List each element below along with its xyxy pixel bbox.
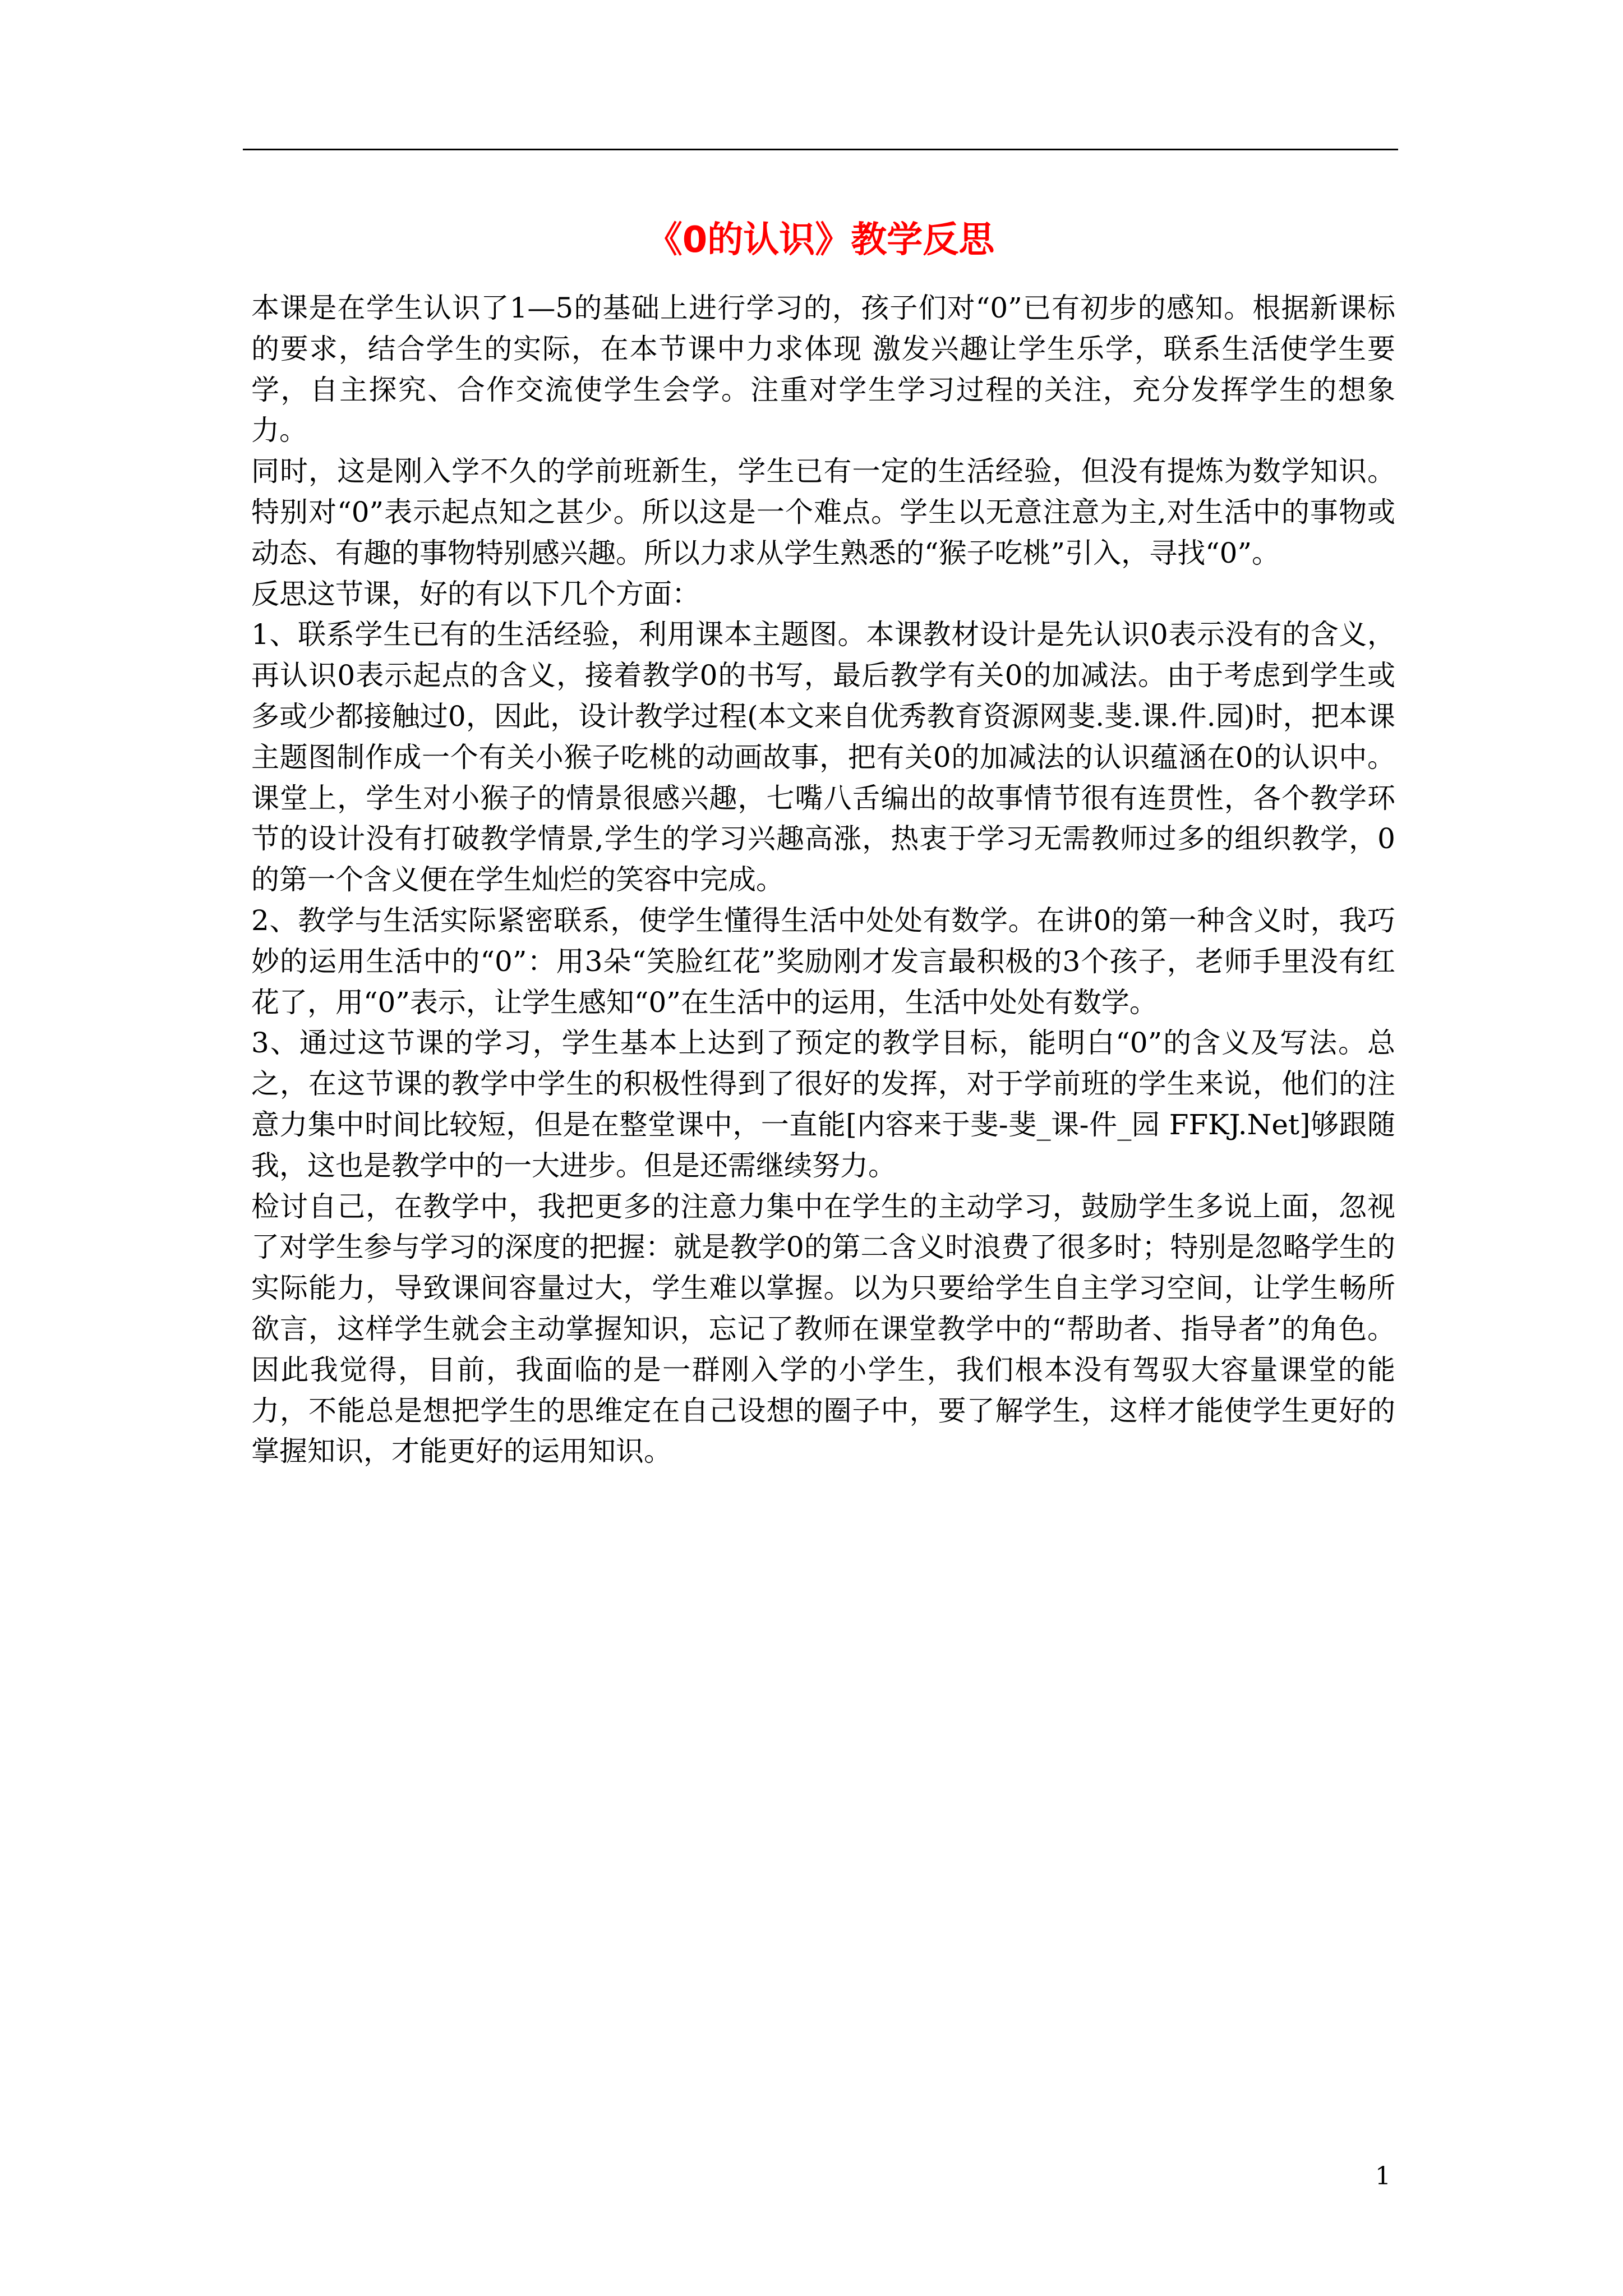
paragraph-difficulty: 同时，这是刚入学不久的学前班新生，学生已有一定的生活经验，但没有提炼为数学知识。特别对“0”表示起点知之甚少。所以这是一个难点。学生以无意注意为主,对生活中的事物或动态、有趣的事物特别感兴趣。所以力求从学生熟悉的“猴子吃桃”引入，寻找“0”。 <box>251 455 1395 569</box>
paragraph-point-1: 1、联系学生已有的生活经验，利用课本主题图。本课教材设计是先认识0表示没有的含义，再认识0表示起点的含义，接着教学0的书写，最后教学有关0的加减法。由于考虑到学生或多或少都接触过0，因此，设计教学过程(本文来自优秀教育资源网斐.斐.课.件.园)时，把本课主题图制作成一个有关小猴子吃桃的动画故事，把有关0的加减法的认识蕴涵在0的认识中。课堂上，学生对小猴子的情景很感兴趣，七嘴八舌编出的故事情节很有连贯性，各个教学环节的设计没有打破教学情景,学生的学习兴趣高涨，热衷于学习无需教师过多的组织教学，0的第一个含义便在学生灿烂的笑容中完成。 <box>251 618 1395 896</box>
page-number: 1 <box>1375 2162 1391 2191</box>
paragraph-point-2: 2、教学与生活实际紧密联系，使学生懂得生活中处处有数学。在讲0的第一种含义时，我巧妙的运用生活中的“0”：用3朵“笑脸红花”奖励刚才发言最积极的3个孩子，老师手里没有红花了，用“0”表示，让学生感知“0”在生活中的运用，生活中处处有数学。 <box>251 904 1395 1019</box>
paragraph-point-3: 3、通过这节课的学习，学生基本上达到了预定的教学目标，能明白“0”的含义及写法。总之，在这节课的教学中学生的积极性得到了很好的发挥，对于学前班的学生来说，他们的注意力集中时间比较短，但是在整堂课中，一直能[内容来于斐-斐_课-件_园 FFKJ.Net]够跟随我，这也是教学中的一大进步。但是还需继续努力。 <box>251 1027 1395 1182</box>
paragraph-self-review: 检讨自己，在教学中，我把更多的注意力集中在学生的主动学习，鼓励学生多说上面，忽视了对学生参与学习的深度的把握：就是教学0的第二含义时浪费了很多时；特别是忽略学生的实际能力，导致课间容量过大，学生难以掌握。以为只要给学生自主学习空间，让学生畅所欲言，这样学生就会主动掌握知识，忘记了教师在课堂教学中的“帮助者、指导者”的角色。因此我觉得，目前，我面临的是一群刚入学的小学生，我们根本没有驾驭大容量课堂的能力，不能总是想把学生的思维定在自己设想的圈子中，要了解学生，这样才能使学生更好的掌握知识，才能更好的运用知识。 <box>251 1190 1395 1468</box>
paragraph-intro: 本课是在学生认识了1—5的基础上进行学习的，孩子们对“0”已有初步的感知。根据新课标的要求，结合学生的实际，在本节课中力求体现 激发兴趣让学生乐学，联系生活使学生要学，自主探究、合作交流使学生会学。注重对学生学习过程的关注，充分发挥学生的想象力。 <box>251 292 1395 447</box>
document-title: 《0的认识》教学反思 <box>646 219 995 261</box>
paragraph-reflection-lead: 反思这节课，好的有以下几个方面： <box>251 577 700 610</box>
document-body <box>251 288 1395 1472</box>
header-rule <box>243 149 1398 150</box>
